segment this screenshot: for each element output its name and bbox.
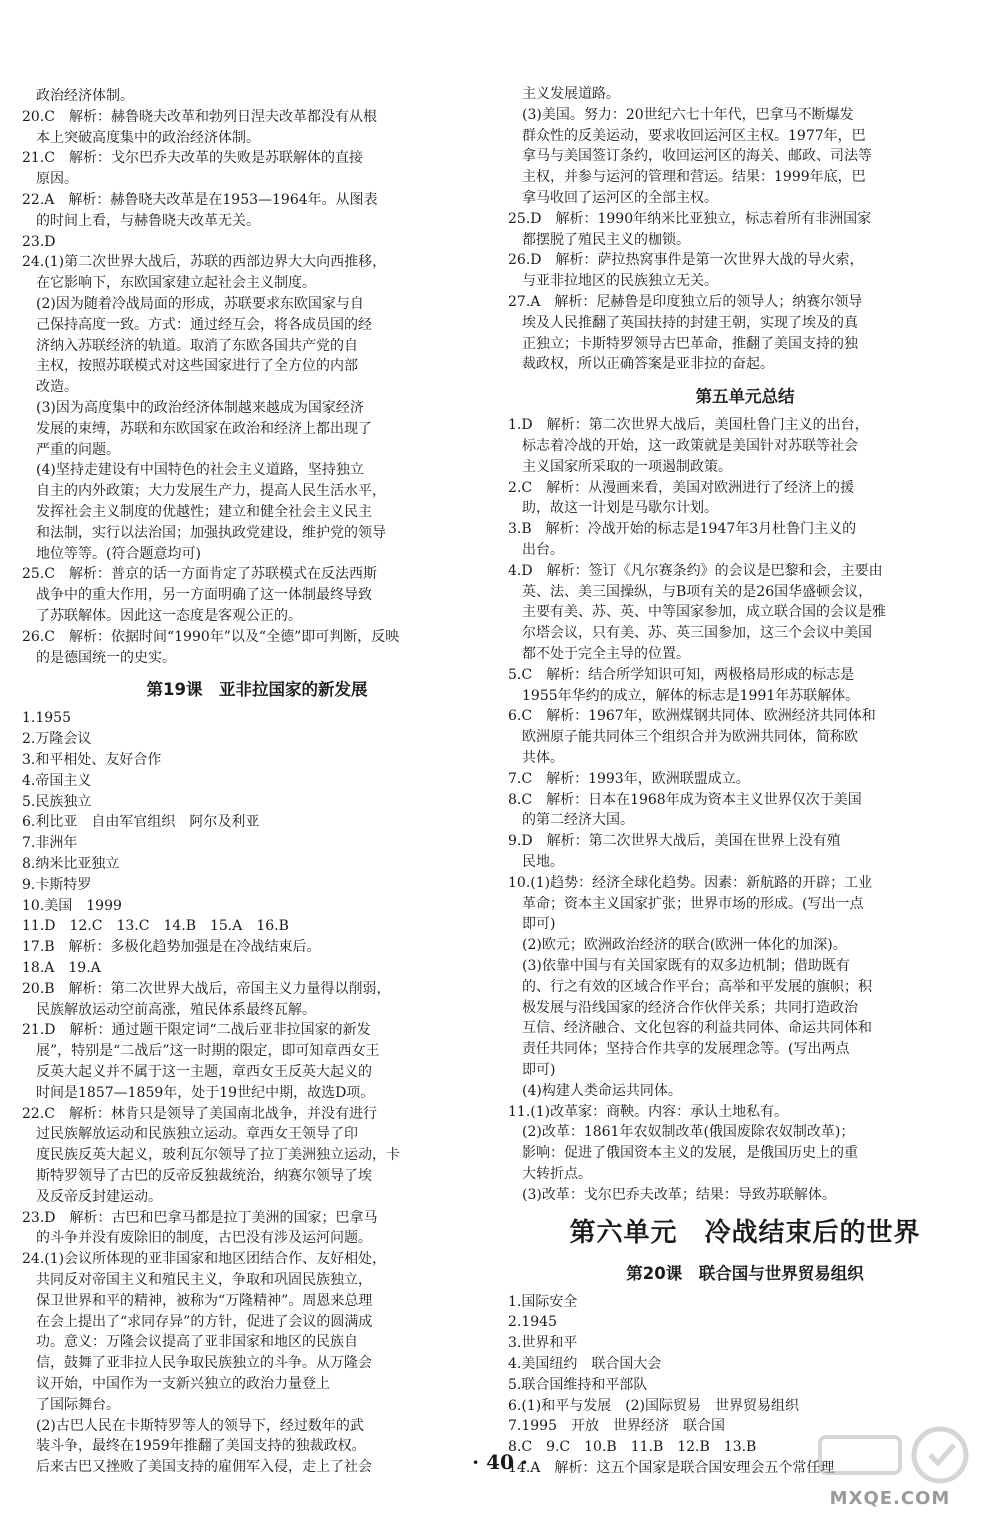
text-line: 22.A 解析：赫鲁晓夫改革是在1953—1964年。从图表 — [22, 192, 378, 208]
text-line: 度民族反英大起义，玻利瓦尔领导了拉丁美洲独立运动，卡 — [36, 1147, 400, 1164]
text-line: 2.1945 — [508, 1314, 557, 1331]
text-line: 发挥社会主义制度的优越性；建立和健全社会主义民主 — [36, 504, 372, 520]
text-line: 都不处于完全主导的位置。 — [522, 646, 690, 662]
text-line: 后来古巴又挫败了美国支持的雇佣军入侵，走上了社会 — [36, 1459, 372, 1476]
text-line: (3)改革：戈尔巴乔夫改革；结果：导致苏联解体。 — [522, 1186, 836, 1203]
text-line: 地位等等。(符合题意均可) — [36, 545, 201, 562]
text-line: 21.D 解析：通过题干限定词“二战后亚非拉国家的新发 — [22, 1022, 371, 1039]
text-line: (4)坚持走建设有中国特色的社会主义道路，坚持独立 — [36, 462, 364, 479]
text-line: 欧洲原子能共同体三个组织合并为欧洲共同体，简称欧 — [522, 729, 858, 746]
text-line: 拿马收回了运河区的全部主权。 — [522, 190, 718, 206]
text-line: 6.利比亚 自由军官组织 阿尔及利亚 — [22, 814, 260, 831]
text-line: (3)因为高度集中的政治经济体制越来越成为国家经济 — [36, 400, 364, 416]
text-line: 8.纳米比亚独立 — [22, 856, 120, 872]
text-line: 的时间上看，与赫鲁晓夫改革无关。 — [36, 212, 260, 229]
text-line: 5.C 解析：结合所学知识可知，两极格局形成的标志是 — [508, 666, 855, 683]
text-line: 17.B 解析：多极化趋势加强是在冷战结束后。 — [22, 939, 321, 956]
text-line: 英、法、美三国操纵，与B项有关的是26国华盛顿会议， — [522, 583, 873, 600]
text-line: 18.A 19.A — [22, 960, 101, 976]
text-line: 23.D — [22, 233, 56, 250]
text-line: 27.A 解析：尼赫鲁是印度独立后的领导人；纳赛尔领导 — [508, 294, 863, 310]
text-line: 和法制，实行以法治国；加强执政党建设，维护党的领导 — [36, 524, 386, 541]
text-line: 政治经济体制。 — [36, 88, 134, 104]
text-line: (2)因为随着冷战局面的形成，苏联要求东欧国家与自 — [36, 296, 364, 312]
text-line: 9.卡斯特罗 — [22, 876, 92, 893]
text-line: (2)欧元；欧洲政治经济的联合(欧洲一体化的加深)。 — [522, 937, 847, 954]
text-line: 8.C 9.C 10.B 11.B 12.B 13.B — [508, 1439, 757, 1456]
text-line: 都摆脱了殖民主义的枷锁。 — [522, 231, 690, 248]
text-line: 正独立；卡斯特罗领导古巴革命，推翻了美国支持的独 — [522, 335, 858, 352]
text-line: 自主的内外政策；大力发展生产力，提高人民生活水平， — [36, 483, 386, 500]
text-line: 主权，并参与运河的管理和营运。结果：1999年底，巴 — [522, 169, 866, 186]
text-line: 2.万隆会议 — [22, 731, 92, 748]
text-line: (3)美国。努力：20世纪六七十年代，巴拿马不断爆发 — [522, 106, 854, 123]
text-line: 装斗争，最终在1959年推翻了美国支持的独裁政权。 — [36, 1438, 366, 1455]
text-line: 25.D 解析：1990年纳米比亚独立，标志着所有非洲国家 — [508, 210, 872, 227]
text-line: 功。意义：万隆会议提高了亚非国家和地区的民族自 — [36, 1334, 358, 1351]
text-line: 20.B 解析：第二次世界大战后，帝国主义力量得以削弱， — [22, 980, 391, 997]
text-line: 本上突破高度集中的政治经济体制。 — [36, 129, 260, 146]
text-line: 大转折点。 — [522, 1166, 592, 1182]
text-line: 保卫世界和平的精神，被称为“万隆精神”。周恩来总理 — [36, 1292, 373, 1309]
text-line: 21.C 解析：戈尔巴乔夫改革的失败是苏联解体的直接 — [22, 150, 363, 167]
text-line: 群众性的反美运动，要求收回运河区主权。1977年，巴 — [522, 127, 866, 144]
text-line: (4)构建人类命运共同体。 — [522, 1082, 682, 1099]
text-line: 22.C 解析：林肯只是领导了美国南北战争，并没有进行 — [22, 1105, 377, 1122]
text-line: 济纳入苏联经济的轨道。取消了东欧各国共产党的自 — [36, 337, 358, 354]
lesson-heading: 第五单元总结 — [695, 387, 795, 407]
text-line: 25.C 解析：普京的话一方面肯定了苏联模式在反法西斯 — [22, 566, 377, 583]
text-line: 革命；资本主义国家扩张；世界市场的形成。(写出一点 — [522, 895, 864, 912]
text-line: 斯特罗领导了古巴的反帝反独裁统治，纳赛尔领导了埃 — [36, 1168, 372, 1184]
text-line: 的、行之有效的区域合作平台；高举和平发展的旗帜；积 — [522, 978, 872, 995]
text-line: 原因。 — [36, 171, 78, 188]
text-line: 共体。 — [522, 750, 564, 766]
text-line: 主义国家所采取的一项遏制政策。 — [522, 458, 732, 475]
text-line: 的斗争并没有废除旧的制度，古巴没有涉及运河问题。 — [36, 1230, 372, 1247]
text-line: 在会上提出了“求同存异”的方针，促进了会议的圆满成 — [36, 1313, 373, 1330]
text-line: 展”，特别是“二战后”这一时期的限定，即可知章西女王 — [36, 1043, 380, 1060]
text-line: 23.D 解析：古巴和巴拿马都是拉丁美洲的国家；巴拿马 — [22, 1209, 378, 1226]
text-line: 6.C 解析：1967年，欧洲煤钢共同体、欧洲经济共同体和 — [508, 708, 876, 725]
text-line: 11.D 12.C 13.C 14.B 15.A 16.B — [22, 918, 289, 935]
text-line: 1.D 解析：第二次世界大战后，美国杜鲁门主义的出台， — [508, 417, 869, 434]
text-line: 3.世界和平 — [508, 1335, 578, 1352]
text-line: 10.美国 1999 — [22, 897, 122, 914]
text-line: 4.美国纽约 联合国大会 — [508, 1356, 662, 1372]
text-line: 即可) — [522, 1062, 556, 1078]
text-line: 民族解放运动空前高涨，殖民体系最终瓦解。 — [36, 1001, 316, 1018]
text-line: 1.1955 — [22, 710, 71, 727]
text-line: 主要有美、苏、英、中等国家参加，成立联合国的会议是雅 — [522, 604, 886, 621]
page-number: · 40 · — [472, 1450, 528, 1474]
text-line: 裁政权，所以正确答案是亚非拉的奋起。 — [522, 356, 774, 373]
text-line: 主权，按照苏联模式对这些国家进行了全方位的内部 — [36, 358, 358, 375]
text-line: 11.(1)改革家：商鞅。内容：承认土地私有。 — [508, 1103, 789, 1120]
text-line: 了国际舞台。 — [36, 1396, 120, 1413]
text-line: 26.D 解析：萨拉热窝事件是第一次世界大战的导火索， — [508, 252, 864, 269]
text-line: 4.D 解析：签订《凡尔赛条约》的会议是巴黎和会，主要由 — [508, 562, 883, 579]
text-line: 1955年华约的成立，解体的标志是1991年苏联解体。 — [522, 687, 860, 704]
text-line: (2)古巴人民在卡斯特罗等人的领导下，经过数年的武 — [36, 1417, 364, 1434]
text-line: 过民族解放运动和民族独立运动。章西女王领导了印 — [36, 1126, 358, 1143]
text-line: 与亚非拉地区的民族独立无关。 — [522, 273, 718, 290]
watermark-text: MXQE.COM — [829, 1488, 951, 1509]
text-line: 极发展与沿线国家的经济合作伙伴关系；共同打造政治 — [522, 999, 858, 1016]
text-line: 7.C 解析：1993年，欧洲联盟成立。 — [508, 770, 750, 787]
unit-heading: 第六单元 冷战结束后的世界 — [569, 1217, 921, 1248]
text-line: 拿马与美国签订条约，收回运河区的海关、邮政、司法等 — [522, 148, 872, 165]
text-line: 3.和平相处、友好合作 — [22, 752, 162, 768]
text-line: 5.民族独立 — [22, 793, 92, 810]
text-line: 己保持高度一致。方式：通过经互会，将各成员国的经 — [36, 316, 372, 333]
text-line: 1.国际安全 — [508, 1293, 578, 1310]
text-line: 20.C 解析：赫鲁晓夫改革和勃列日涅夫改革都没有从根 — [22, 108, 377, 125]
text-line: 24.(1)会议所体现的亚非国家和地区团结合作、友好相处， — [22, 1251, 387, 1268]
text-line: 及反帝反封建运动。 — [36, 1188, 162, 1205]
lesson-heading: 第19课 亚非拉国家的新发展 — [146, 680, 368, 700]
text-line: 严重的问题。 — [36, 441, 120, 458]
text-line: 的是德国统一的史实。 — [36, 649, 176, 666]
text-line: 标志着冷战的开始，这一政策就是美国针对苏联等社会 — [522, 438, 858, 454]
text-line: 战争中的重大作用，另一方面明确了这一体制最终导致 — [36, 587, 372, 604]
text-line: 9.D 解析：第二次世界大战后，美国在世界上没有殖 — [508, 833, 841, 850]
text-line: 尔塔会议，只有美、苏、英三国参加，这三个会议中美国 — [522, 625, 872, 642]
text-line: 4.帝国主义 — [22, 772, 92, 789]
text-line: 7.非洲年 — [22, 835, 78, 852]
text-line: (2)改革：1861年农奴制改革(俄国废除农奴制改革)； — [522, 1124, 855, 1141]
text-line: 3.B 解析：冷战开始的标志是1947年3月杜鲁门主义的 — [508, 521, 857, 538]
text-line: 8.C 解析：日本在1968年成为资本主义世界仅次于美国 — [508, 791, 862, 808]
text-line: 在它影响下，东欧国家建立起社会主义制度。 — [36, 275, 316, 292]
text-line: 民地。 — [522, 854, 564, 870]
text-line: 6.(1)和平与发展 (2)国际贸易 世界贸易组织 — [508, 1397, 800, 1414]
text-line: 出台。 — [522, 542, 564, 558]
text-line: 互信、经济融合、文化包容的利益共同体、命运共同体和 — [522, 1020, 872, 1037]
text-line: 共同反对帝国主义和殖民主义，争取和巩固民族独立， — [36, 1272, 372, 1288]
text-line: 5.联合国维持和平部队 — [508, 1376, 648, 1393]
text-line: (3)依靠中国与有关国家既有的双多边机制；借助既有 — [522, 958, 850, 974]
text-line: 埃及人民推翻了英国扶持的封建王朝，实现了埃及的真 — [522, 314, 858, 331]
text-line: 影响：促进了俄国资本主义的发展，是俄国历史上的重 — [522, 1145, 858, 1162]
text-line: 了苏联解体。因此这一态度是客观公正的。 — [36, 608, 302, 624]
text-line: 发展的束缚，苏联和东欧国家在政治和经济上都出现了 — [36, 420, 372, 437]
text-line: 责任共同体；坚持合作共享的发展理念等。(写出两点 — [522, 1041, 850, 1058]
text-line: 信，鼓舞了亚非拉人民争取民族独立的斗争。从万隆会 — [36, 1355, 372, 1372]
text-line: 26.C 解析：依据时间“1990年”以及“全德”即可判断，反映 — [22, 628, 400, 645]
lesson-heading: 第20课 联合国与世界贸易组织 — [626, 1263, 864, 1283]
text-line: 即可) — [522, 916, 556, 933]
text-line: 10.(1)趋势：经济全球化趋势。因素：新航路的开辟；工业 — [508, 874, 873, 891]
text-line: 改造。 — [36, 379, 78, 396]
text-line: 议开始，中国作为一支新兴独立的政治力量登上 — [36, 1376, 330, 1392]
text-line: 主义发展道路。 — [522, 86, 620, 102]
text-line: 7.1995 开放 世界经济 联合国 — [508, 1418, 725, 1435]
text-line: 助，故这一计划是马歇尔计划。 — [522, 500, 718, 517]
text-line: 的第二经济大国。 — [522, 812, 634, 829]
text-line: 24.(1)第二次世界大战后，苏联的西部边界大大向西推移， — [22, 254, 387, 271]
text-line: 反英大起义并不属于这一主题，章西女王反英大起义的 — [36, 1064, 372, 1080]
text-line: 时间是1857—1859年，处于19世纪中期，故选D项。 — [36, 1084, 375, 1101]
text-line: 2.C 解析：从漫画来看，美国对欧洲进行了经济上的援 — [508, 479, 855, 496]
text-line: 14.A 解析：这五个国家是联合国安理会五个常任理 — [508, 1460, 835, 1476]
